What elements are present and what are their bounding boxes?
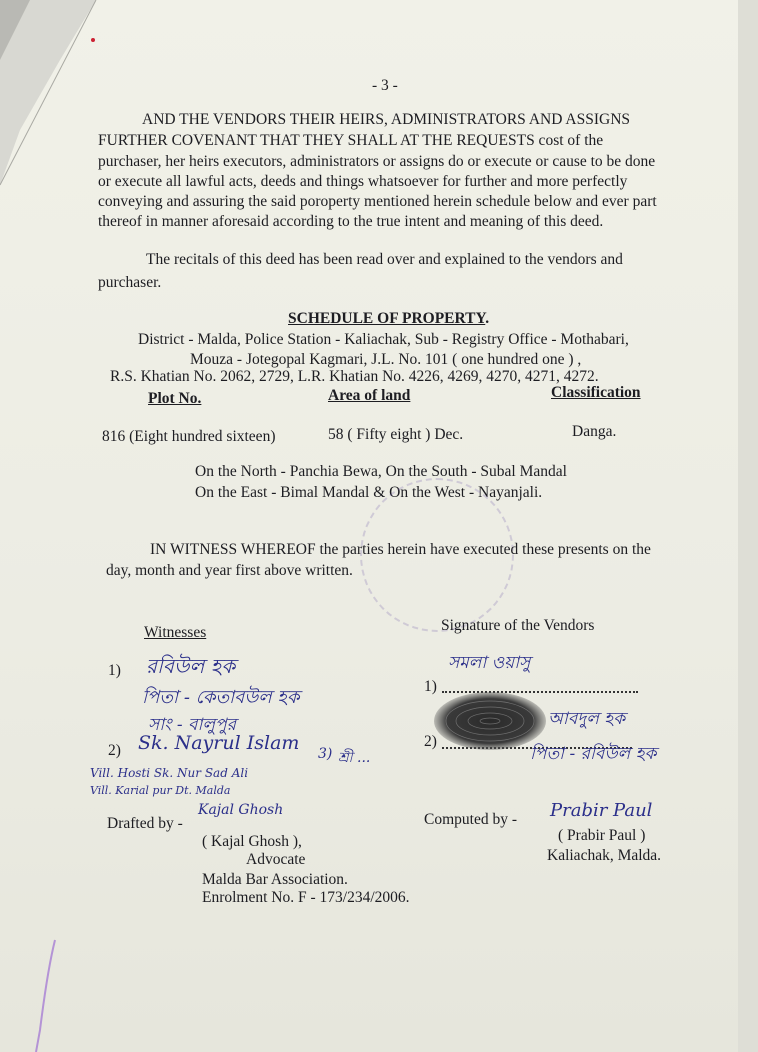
witness-3-signature: শ্রী ... (338, 750, 371, 766)
vendor-1-number: 1) (424, 678, 437, 695)
area-value: 58 ( Fifty eight ) Dec. (328, 426, 464, 443)
drafted-by-label: Drafted by - (107, 815, 183, 832)
vendor-2-number: 2) (424, 733, 437, 750)
witness-1-father: পিতা - কেতাবউল হক (142, 687, 300, 708)
drafter-title: Advocate (246, 851, 306, 868)
column-plot-no: Plot No. (148, 390, 202, 407)
vendors-label: Signature of the Vendors (441, 617, 595, 634)
witness-2-number: 2) (108, 742, 121, 759)
drafter-association: Malda Bar Association. (202, 871, 348, 888)
para1-line: FURTHER COVENANT THAT THEY SHALL AT THE REQUESTS cost of the (98, 132, 604, 149)
schedule-line: District - Malda, Police Station - Kaliachak, Sub - Registry Office - Mothabari, (138, 331, 629, 348)
computed-by-label: Computed by - (424, 811, 517, 828)
witness-2-village: Vill. Karial pur Dt. Malda (90, 784, 231, 797)
para1-line: purchaser, her heirs executors, administrators or assigns do or execute or cause to be done (98, 153, 656, 170)
boundary-line: On the North - Panchia Bewa, On the South - Subal Mandal (195, 463, 567, 480)
para1-line: thereof in manner aforesaid according to the true intent and meaning of this deed. (98, 213, 604, 230)
plot-value: 816 (Eight hundred sixteen) (102, 428, 276, 445)
witness-1-number: 1) (108, 662, 121, 679)
para2-line: purchaser. (98, 274, 162, 291)
computer-location: Kaliachak, Malda. (547, 847, 662, 864)
vendor-2-father: পিতা - রবিউল হক (530, 744, 657, 764)
thumb-impression (432, 690, 548, 752)
schedule-line: Mouza - Jotegopal Kagmari, J.L. No. 101 ( one hundred one ) , (190, 351, 582, 368)
boundary-line: On the East - Bimal Mandal & On the West - Nayanjali. (195, 484, 543, 501)
para1-line: or execute all lawful acts, deeds and things whatsoever for further and more perfectly (98, 173, 628, 190)
classification-value: Danga. (572, 423, 617, 440)
witness-1-signature: রবিউল হক (146, 654, 236, 678)
kajal-ghosh-signature: Kajal Ghosh (198, 802, 284, 818)
schedule-line: R.S. Khatian No. 2062, 2729, L.R. Khatian No. 4226, 4269, 4270, 4271, 4272. (110, 368, 599, 385)
para2-line: The recitals of this deed has been read over and explained to the vendors and (146, 251, 623, 268)
para1-line: conveying and assuring the said poroperty mentioned herein schedule below and ever part (98, 193, 657, 210)
page-number: - 3 - (372, 77, 398, 94)
drafter-name: ( Kajal Ghosh ), (202, 833, 302, 850)
witness-1-address: সাং - বালুপুর (148, 715, 236, 735)
column-area-of-land: Area of land (328, 387, 411, 404)
witness-3-number: 3) (318, 746, 333, 762)
schedule-heading: SCHEDULE OF PROPERTY. (288, 310, 490, 327)
witness-para-line: day, month and year first above written. (106, 562, 353, 579)
vendor-2-signature: আবদুল হক (548, 709, 626, 729)
drafter-enrolment: Enrolment No. F - 173/234/2006. (202, 889, 410, 906)
witness-para-line: IN WITNESS WHEREOF the parties herein have executed these presents on the (150, 541, 651, 558)
para1-line: AND THE VENDORS THEIR HEIRS, ADMINISTRATORS AND ASSIGNS (142, 111, 631, 128)
witness-2-address: Vill. Hosti Sk. Nur Sad Ali (90, 766, 249, 780)
witnesses-label: Witnesses (144, 624, 207, 641)
witness-2-signature: Sk. Nayrul Islam (138, 732, 300, 754)
computer-name: ( Prabir Paul ) (558, 827, 646, 844)
prabir-paul-signature: Prabir Paul (550, 800, 653, 821)
column-classification: Classification (551, 384, 641, 401)
vendor-1-signature: সমলা ওয়াসু (448, 653, 531, 673)
